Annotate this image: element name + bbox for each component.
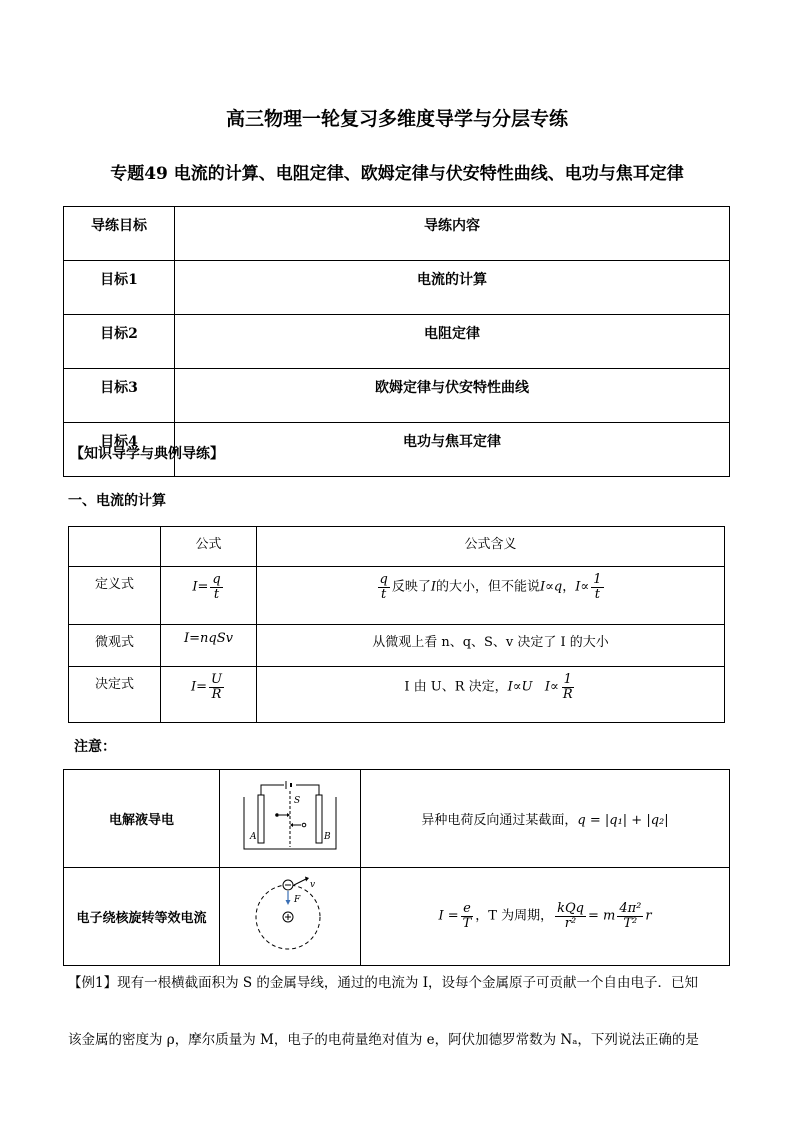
meaning-text: ，T 为周期，: [475, 909, 554, 924]
formula-name: 微观式: [69, 625, 161, 667]
label-v: v: [310, 879, 316, 890]
formula-lhs: I =: [438, 909, 459, 924]
fraction-numerator: q: [212, 572, 221, 587]
fraction: [210, 573, 222, 601]
meaning-prop: I∝U: [507, 679, 533, 695]
goal-label: 目标4: [64, 423, 175, 477]
meaning-prop: I∝: [575, 579, 590, 595]
formula-header-cell: 公式含义: [257, 527, 725, 567]
meaning-prop: I∝: [544, 679, 559, 695]
fraction: [378, 573, 390, 601]
table-row: [64, 770, 730, 868]
goal-content: 电流的计算: [175, 261, 730, 315]
meaning-prop: I∝q: [540, 579, 563, 595]
fraction-denominator: t: [594, 586, 600, 602]
section-heading-current: 一、电流的计算: [68, 493, 166, 509]
fraction-denominator: T: [462, 916, 472, 931]
goal-label: 目标1: [64, 261, 175, 315]
electron-orbit-diagram: [250, 875, 330, 955]
note-meaning: [361, 770, 730, 868]
goals-header-cell: 导练内容: [175, 207, 730, 261]
fraction-numerator: e: [463, 901, 471, 917]
fraction: [561, 673, 575, 701]
table-row: [69, 667, 725, 723]
formula-meaning: 从微观上看 n、q、S、v 决定了 I 的大小: [257, 625, 725, 667]
label-f: F: [294, 894, 301, 905]
formula-lhs: I=: [192, 579, 209, 595]
formula-meaning: [257, 567, 725, 625]
goal-content: 欧姆定律与伏安特性曲线: [175, 369, 730, 423]
fraction-denominator: t: [213, 586, 220, 602]
example-line-1: 【例1】现有一根横截面积为 S 的金属导线，通过的电流为 I，设每个金属原子可贡献一个自由电子．已知: [68, 975, 699, 991]
document-title: 高三物理一轮复习多维度导学与分层专练: [225, 108, 568, 130]
fraction-denominator: r²: [564, 916, 577, 931]
table-row: [64, 369, 730, 423]
meaning-sep: ，: [562, 579, 576, 595]
fraction-numerator: kQq: [557, 901, 584, 917]
fraction-numerator: U: [211, 672, 222, 687]
formula-name: 决定式: [69, 667, 161, 723]
fraction: [461, 902, 474, 930]
fraction: [209, 673, 224, 701]
document-subtitle: 专题49 电流的计算、电阻定律、欧姆定律与伏安特性曲线、电功与焦耳定律: [110, 164, 684, 184]
fraction-denominator: R: [562, 686, 573, 702]
fraction-numerator: 1: [593, 572, 602, 587]
note-label: 注意：: [74, 739, 116, 755]
goal-content: 电功与焦耳定律: [175, 423, 730, 477]
goals-table: [63, 206, 730, 477]
formula-micro: I=nqSv: [161, 625, 257, 667]
formula-definition: [161, 567, 257, 625]
goals-header-row: [64, 207, 730, 261]
meaning-text: 反映了: [391, 579, 431, 595]
goals-header-cell: 导练目标: [64, 207, 175, 261]
formula-tail: r: [645, 909, 652, 924]
fraction: [555, 902, 586, 930]
fraction-numerator: q: [379, 572, 388, 587]
formula-header-row: [69, 527, 725, 567]
electrolyte-diagram: [240, 781, 340, 853]
electrolyte-diagram-cell: [220, 770, 361, 868]
meaning-var: I: [430, 579, 436, 595]
meaning-text: 的大小，但不能说: [435, 579, 540, 595]
goal-content: 电阻定律: [175, 315, 730, 369]
table-row: [64, 315, 730, 369]
formula-determining: [161, 667, 257, 723]
fraction: [617, 902, 643, 930]
note-meaning: [361, 868, 730, 966]
fraction-denominator: T²: [623, 916, 638, 931]
fraction-denominator: R: [211, 686, 222, 702]
goal-label: 目标2: [64, 315, 175, 369]
formula-header-cell: [69, 527, 161, 567]
fraction-numerator: 1: [563, 672, 572, 687]
fraction-numerator: 4π²: [619, 901, 642, 917]
note-name: 电解液导电: [64, 770, 220, 868]
label-s: S: [294, 795, 301, 806]
label-b: B: [324, 831, 331, 842]
formula-name: 定义式: [69, 567, 161, 625]
fraction-denominator: t: [381, 586, 387, 602]
note-table: [63, 769, 730, 966]
note-name: 电子绕核旋转等效电流: [64, 868, 220, 966]
meaning-text: I 由 U、R 决定，: [404, 679, 508, 695]
table-row: [64, 261, 730, 315]
meaning-formula: q = |q₁| + |q₂|: [577, 813, 669, 828]
formula-table: [68, 526, 725, 723]
table-row: [64, 868, 730, 966]
formula-eq: = m: [587, 909, 616, 924]
fraction: [591, 573, 603, 601]
section-heading-knowledge: 【知识导学与典例导练】: [70, 446, 224, 462]
formula-lhs: I=: [191, 679, 208, 695]
formula-header-cell: 公式: [161, 527, 257, 567]
label-a: A: [250, 831, 257, 842]
orbit-diagram-cell: [220, 868, 361, 966]
table-row: [69, 567, 725, 625]
meaning-text: 异种电荷反向通过某截面，: [421, 813, 578, 828]
example-line-2: 该金属的密度为 ρ，摩尔质量为 M，电子的电荷量绝对值为 e，阿伏加德罗常数为 Nₐ，下列说法正确的是: [68, 1032, 699, 1048]
table-row: [69, 625, 725, 667]
formula-meaning: [257, 667, 725, 723]
goal-label: 目标3: [64, 369, 175, 423]
